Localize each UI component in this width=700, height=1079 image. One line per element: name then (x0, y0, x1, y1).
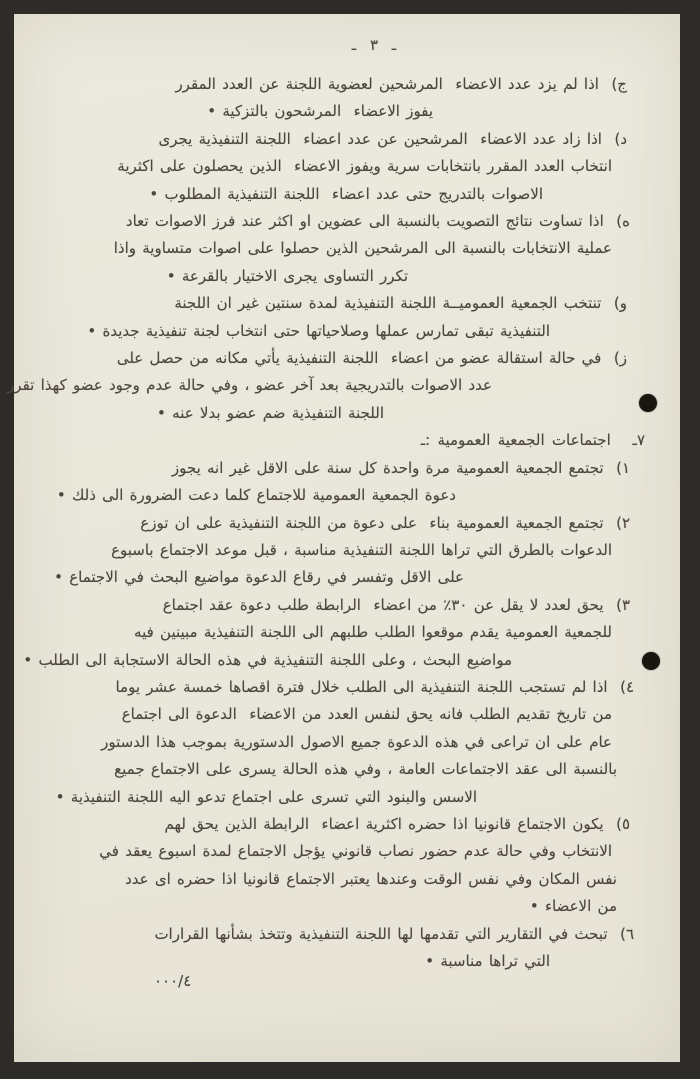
text-line: دعوة الجمعية العمومية للاجتماع كلما دعت الضرورة الى ذلك • (56, 486, 456, 505)
text-line: بالنسبة الى عقد الاجتماعات العامة ، وفي هذه الحالة يسرى على الاجتماع جميع (114, 760, 617, 779)
continuation-marker: ٠٠٠/٤ (154, 972, 192, 990)
text-line: ١) تجتمع الجمعية العمومية مرة واحدة كل سنة على الاقل غير انه يجوز (171, 458, 630, 477)
hole-punch-mark (642, 652, 660, 670)
text-line: من الاعضاء • (529, 897, 617, 916)
text-line: التنفيذية تبقى تمارس عملها وصلاحياتها حتى انتخاب لجنة تنفيذية جديدة • (87, 321, 550, 340)
text-line: على الاقل وتفسر في رقاع الدعوة مواضيع البحث في الاجتماع • (54, 568, 464, 587)
text-line: عملية الانتخابات بالنسبة الى المرشحين الذين حصلوا على اصوات متساوية واذا (113, 239, 612, 258)
text-line: الاسس والبنود التي تسرى على اجتماع تدعو اليه اللجنة التنفيذية • (55, 787, 477, 806)
page-number: ـ ٣ ـ (351, 36, 397, 54)
text-line: ٥) يكون الاجتماع قانونيا اذا حضره اكثرية اعضاء الرابطة الذين يحق لهم (164, 814, 630, 833)
text-line: الاصوات بالتدريج حتى عدد اعضاء اللجنة التنفيذية المطلوب • (149, 184, 543, 203)
document-text-body (7, 71, 680, 975)
text-line: ٦) تبحث في التقارير التي تقدمها لها اللجنة التنفيذية وتتخذ بشأنها القرارات (154, 924, 634, 943)
text-line: يفوز الاعضاء المرشحون بالتزكية • (207, 102, 433, 121)
text-line: ٤) اذا لم تستجب اللجنة التنفيذية الى الطلب خلال فترة اقصاها خمسة عشر يوما (115, 677, 634, 696)
text-line: تكرر التساوى يجرى الاختيار بالقرعة • (166, 266, 408, 285)
text-line: الدعوات بالطرق التي تراها اللجنة التنفيذية مناسبة ، قبل موعد الاجتماع باسبوع (111, 540, 612, 559)
text-line: مواضيع البحث ، وعلى اللجنة التنفيذية في هذه الحالة الاستجابة الى الطلب • (23, 650, 512, 669)
section-heading: ٧ـ اجتماعات الجمعية العمومية :ـ (420, 431, 645, 450)
text-line: انتخاب العدد المقرر بانتخابات سرية ويفوز الاعضاء الذين يحصلون على اكثرية (117, 157, 612, 176)
text-line: اللجنة التنفيذية ضم عضو بدلا عنه • (157, 403, 384, 422)
text-line: عام على ان تراعى في هذه الدعوة جميع الاصول الدستورية بموجب هذا الدستور (101, 732, 612, 751)
text-line: عدد الاصوات بالتدريجية بعد آخر عضو ، وفي حالة عدم وجود عضو كهذا تقرر (7, 376, 492, 395)
text-line: التي تراها مناسبة • (425, 952, 550, 970)
text-line: د) اذا زاد عدد الاعضاء المرشحين عن عدد اعضاء اللجنة التنفيذية يجرى (158, 129, 627, 148)
text-line: ز) في حالة استقالة عضو من اعضاء اللجنة التنفيذية يأتي مكانه من حصل على (116, 349, 627, 368)
document-page (7, 14, 680, 1062)
text-line: ٣) يحق لعدد لا يقل عن ٣٠٪ من اعضاء الرابطة طلب دعوة عقد اجتماع (162, 595, 630, 614)
text-line: و) تنتخب الجمعية العموميــة اللجنة التنفيذية لمدة سنتين غير ان اللجنة (174, 294, 627, 313)
text-line: ه) اذا تساوت نتائج التصويت بالنسبة الى عضوين او اكثر عند فرز الاصوات تعاد (125, 212, 630, 231)
text-line: ج) اذا لم يزد عدد الاعضاء المرشحين لعضوية اللجنة عن العدد المقرر (175, 75, 627, 93)
text-line: الانتخاب وفي حالة عدم حضور نصاب قانوني يؤجل الاجتماع لمدة اسبوع يعقد في (99, 842, 612, 861)
text-line: للجمعية العمومية يقدم موقعوا الطلب طلبهم الى اللجنة التنفيذية مبينين فيه (134, 623, 612, 642)
text-line: نفس المكان وفي نفس الوقت وعندها يعتبر الاجتماع قانونيا اذا حضره اى عدد (125, 869, 617, 888)
hole-punch-mark (639, 394, 657, 412)
text-line: من تاريخ تقديم الطلب فانه يحق لنفس العدد من الاعضاء الدعوة الى اجتماع (121, 705, 612, 724)
text-line: ٢) تجتمع الجمعية العمومية بناء على دعوة من اللجنة التنفيذية على ان توزع (140, 513, 630, 532)
